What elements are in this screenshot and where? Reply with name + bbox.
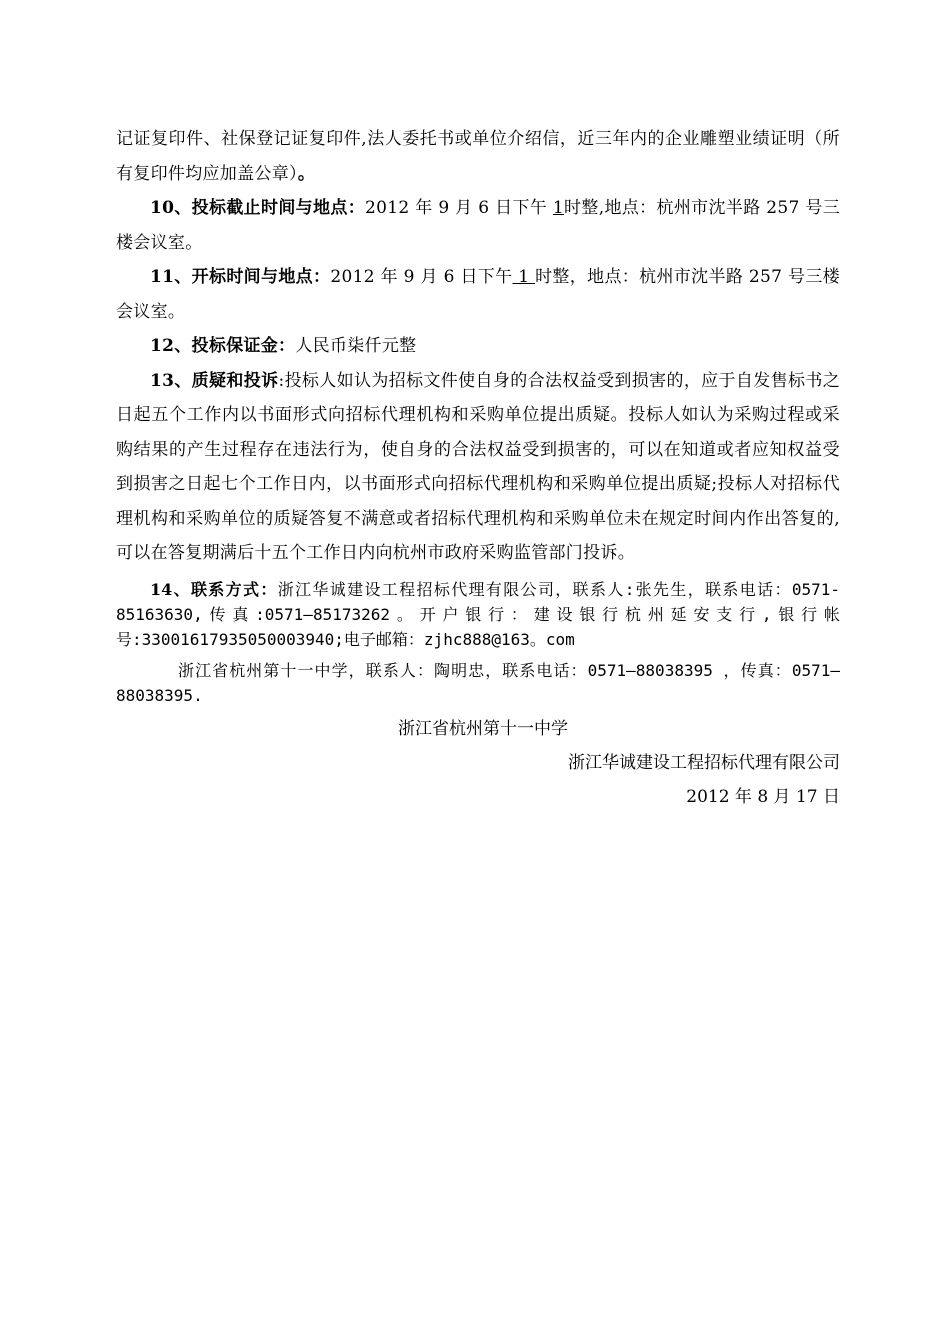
item-14-agency-text: 浙江华诚建设工程招标代理有限公司，联系人:张先生，联系电话：0571-85163630,传真:0571—85173262。开户银行：建设银行杭州延安支行,银行帐号:33001617935050003940;电子邮箱：zjhc888@163。com — [116, 579, 840, 649]
item-12-heading: 12、投标保证金： — [150, 336, 296, 356]
item-13-complaints — [116, 364, 840, 571]
item-14-agency-contact — [116, 577, 840, 652]
item-11-bid-opening — [116, 260, 840, 329]
item-11-text-after: 时整，地点：杭州市沈半路 257 号三楼会议室。 — [116, 267, 840, 322]
item-10-bid-deadline — [116, 191, 840, 260]
document-page — [116, 122, 840, 814]
item-14-school-contact — [116, 658, 840, 708]
item-12-text: 人民币柒仟元整 — [295, 336, 417, 356]
item-13-heading: 13、质疑和投诉 — [150, 370, 279, 391]
item-10-text-before: 2012 年 9 月 6 日下午 — [365, 198, 553, 218]
signature-date: 2012 年 8 月 17 日 — [686, 786, 840, 807]
item-11-text-before: 2012 年 9 月 6 日下午 — [330, 267, 513, 287]
item-11-hour: 1 — [512, 267, 536, 287]
intro-text: 记证复印件、社保登记证复印件,法人委托书或单位介绍信，近三年内的企业雕塑业绩证明（所有复印件均应加盖公章） — [116, 129, 840, 184]
item-13-text: :投标人如认为招标文件使自身的合法权益受到损害的，应于自发售标书之日起五个工作内以书面形式向招标代理机构和采购单位提出质疑。投标人如认为采购过程或采购结果的产生过程存在违法行为，使自身的合法权益受到损害的，可以在知道或者应知权益受到损害之日起七个工作日内，以书面形式向招标代理机构和采购单位提出质疑;投标人对招标代理机构和采购单位的质疑答复不满意或者招标代理机构和采购单位未在规定时间内作出答复的,可以在答复期满后十五个工作日内向杭州市政府采购监管部门投诉。 — [116, 370, 840, 563]
item-14-heading: 14、联系方式： — [150, 579, 278, 599]
intro-paragraph — [116, 122, 840, 191]
item-12-bid-bond — [116, 329, 840, 364]
item-10-heading: 10、投标截止时间与地点： — [150, 198, 366, 218]
item-14-school-text: 浙江省杭州第十一中学，联系人：陶明忠，联系电话：0571—88038395 ，传真：0571—88038395. — [116, 660, 840, 705]
item-10-text-after: 时整,地点：杭州市沈半路 257 号三楼会议室。 — [116, 198, 841, 253]
intro-end-mark: 。 — [297, 163, 316, 184]
signature-school: 浙江省杭州第十一中学 — [398, 718, 568, 739]
item-10-hour: 1 — [552, 198, 565, 218]
signature-agency: 浙江华诚建设工程招标代理有限公司 — [568, 752, 840, 773]
item-11-heading: 11、开标时间与地点： — [150, 267, 331, 287]
